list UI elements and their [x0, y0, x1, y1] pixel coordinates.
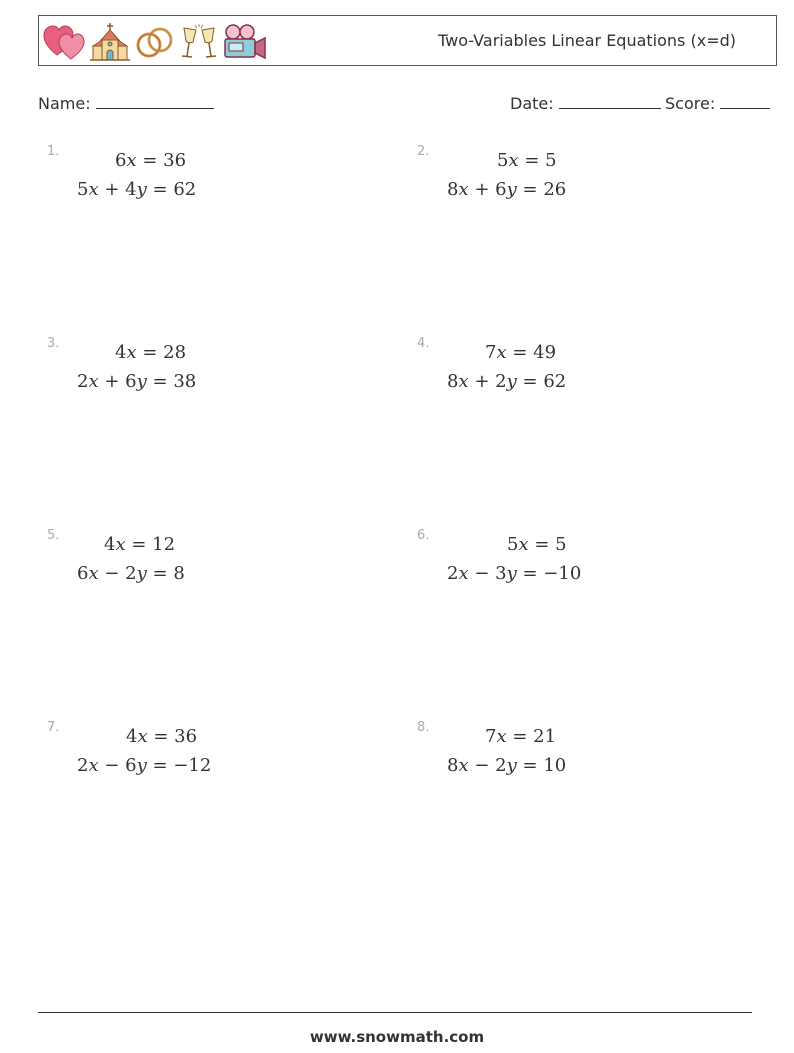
- footer-divider: [38, 1012, 752, 1013]
- equation-2: 2x + 6y = 38: [77, 371, 197, 392]
- equation-2: 5x + 4y = 62: [77, 179, 197, 200]
- date-field: [510, 93, 661, 114]
- problem-number: 3.: [47, 336, 60, 351]
- name-blank[interactable]: [96, 93, 214, 109]
- equation-2: 2x − 6y = −12: [77, 755, 212, 776]
- equation-2: 8x + 6y = 26: [447, 179, 567, 200]
- equation-1: 7x = 21: [485, 726, 557, 747]
- problem-number: 6.: [417, 528, 430, 543]
- equation-2: 8x − 2y = 10: [447, 755, 567, 776]
- equation-2: 2x − 3y = −10: [447, 563, 582, 584]
- equation-1: 5x = 5: [497, 150, 557, 171]
- equation-2: 6x − 2y = 8: [77, 563, 185, 584]
- problem-number: 1.: [47, 144, 60, 159]
- equation-1: 4x = 28: [115, 342, 187, 363]
- problem-5: [47, 528, 347, 608]
- equation-1: 6x = 36: [115, 150, 187, 171]
- problem-7: [47, 720, 347, 800]
- date-label: Date:: [510, 94, 554, 113]
- worksheet-header: [38, 15, 777, 66]
- score-label: Score:: [665, 94, 716, 113]
- equation-1: 4x = 36: [126, 726, 198, 747]
- problem-number: 8.: [417, 720, 430, 735]
- hearts-icon: [43, 23, 85, 61]
- name-label: Name:: [38, 94, 91, 113]
- video-camera-icon: [223, 23, 267, 61]
- date-blank[interactable]: [559, 93, 661, 109]
- champagne-glasses-icon: [179, 22, 219, 62]
- problem-2: [417, 144, 717, 224]
- worksheet-title: Two-Variables Linear Equations (x=d): [438, 31, 736, 50]
- footer-url[interactable]: www.snowmath.com: [309, 1028, 485, 1046]
- problem-8: [417, 720, 717, 800]
- problem-number: 7.: [47, 720, 60, 735]
- equation-1: 4x = 12: [104, 534, 176, 555]
- problem-6: [417, 528, 717, 608]
- problem-4: [417, 336, 717, 416]
- header-icons: [43, 22, 267, 62]
- problem-number: 5.: [47, 528, 60, 543]
- wedding-rings-icon: [135, 23, 175, 61]
- equation-1: 7x = 49: [485, 342, 557, 363]
- score-blank[interactable]: [720, 93, 770, 109]
- equation-1: 5x = 5: [507, 534, 567, 555]
- church-icon: [89, 22, 131, 62]
- problem-3: [47, 336, 347, 416]
- problem-1: [47, 144, 347, 224]
- equation-2: 8x + 2y = 62: [447, 371, 567, 392]
- score-field: [665, 93, 770, 114]
- problem-number: 4.: [417, 336, 430, 351]
- name-field: [38, 93, 214, 114]
- problem-number: 2.: [417, 144, 430, 159]
